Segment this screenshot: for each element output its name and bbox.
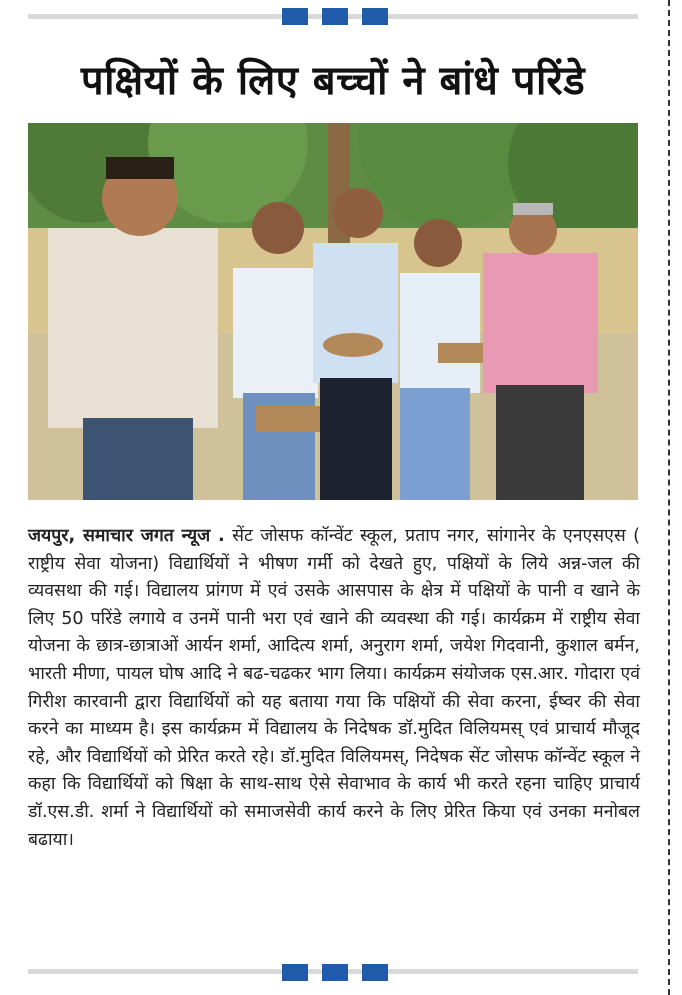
headline: पक्षियों के लिए बच्चों ने बांधे परिंडे bbox=[80, 58, 586, 104]
ornament-square bbox=[322, 8, 348, 25]
ornament-square bbox=[282, 8, 308, 25]
news-photo bbox=[28, 123, 638, 500]
ornament-square bbox=[362, 964, 388, 981]
ornament-square bbox=[362, 8, 388, 25]
top-ornament bbox=[282, 8, 388, 25]
clipping-cut-line bbox=[668, 0, 670, 995]
article-text: सेंट जोसफ कॉन्वेंट स्कूल, प्रताप नगर, सांगानेर के एनएसएस ( राष्ट्रीय सेवा योजना) विद्यार्थियों ने भीषण गर्मी को देखते हुए, पक्षियों के लिये अन्न-जल की व्यवसथा की गई। विद्यालय प्रांगण में एवं उसके आसपास के क्षेत्र में पक्षियों के पानी व खाने के लिए 50 परिंडे लगाये व उनमें पानी भरा एवं खाने की व्यवस्था की गई। कार्यक्रम में राष्ट्रीय सेवा योजना के छात्र-छात्राओं आर्यन शर्मा, आदित्य शर्मा, अनुराग शर्मा, जयेश गिदवानी, कुशाल बर्मन, भारती मीणा, पायल घोष आदि ने बढ-चढकर भाग लिया। कार्यक्रम संयोजक एस.आर. गोदारा एवं गिरीश कारवानी द्वारा विद्यार्थियों को यह बताया गया कि पक्षियों की सेवा करना, ईष्वर की सेवा करने का माध्यम है। इस कार्यक्रम में विद्यालय के निदेषक डॉ.मुदित विलियमस् एवं प्राचार्य मौजूद रहे, और विद्यार्थियों को प्रेरित करते रहे। डॉ.मुदित विलियमस्, निदेषक सेंट जोसफ कॉन्वेंट स्कूल ने कहा कि विद्यार्थियों को षिक्षा के साथ-साथ ऐसे सेवाभाव के कार्य भी करते रहना चाहिए प्राचार्य डॉ.एस.डी. शर्मा ने विद्यार्थियों को समाजसेवी कार्य करने के लिए प्रेरित किया एवं उनका मनोबल बढाया। bbox=[28, 526, 641, 850]
article-dateline: जयपुर, समाचार जगत न्यूज . bbox=[28, 526, 225, 546]
ornament-square bbox=[322, 964, 348, 981]
article-body bbox=[28, 523, 640, 854]
bottom-ornament bbox=[282, 964, 388, 981]
ornament-square bbox=[282, 964, 308, 981]
